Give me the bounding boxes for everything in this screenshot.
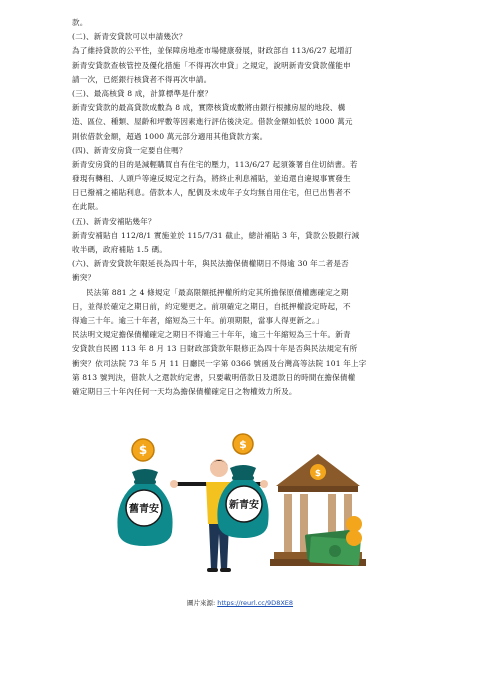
svg-text:舊青安: 舊青安 [129,504,159,515]
section-heading: (四)、新青安房貸一定要自住嗎？ [72,145,187,155]
label-new-program [226,486,262,522]
svg-text:$: $ [239,438,247,451]
text-line: 民法明文規定擔保債權確定之期日不得逾三十年年，逾三十年縮短為三十年。新青 [72,330,351,340]
text-line: 在此限。 [72,202,103,212]
text-line: 衝突？依司法院 73 年 5 月 11 日廳民一字第 0366 號函及台灣高等法院 101 年上字 [72,358,367,368]
svg-text:$: $ [138,443,148,457]
caption-prefix: 圖片來源: [186,599,218,607]
section-heading: (五)、新青安補貼幾年？ [72,216,156,226]
body-text [72,16,412,399]
text-line: 新青安補貼自 112/8/1 實施並於 115/7/31 截止，總計補貼 3 年，貸款公股銀行減 [72,230,360,240]
text-line: 民法第 881 之 4 條規定「最高限額抵押權所約定其所擔保原債權應確定之期 [86,287,349,297]
text-line: 第 813 號判決，借款人之還款約定書，只要載明借款日及還款日的時間在擔保債權 [72,372,356,382]
text-line: 日，並得於確定之期日前，約定變更之。前項確定之期日，自抵押權設定時起，不 [72,301,351,311]
section-heading: (二)、新青安貸款可以申請幾次？ [72,32,187,42]
text-line: 安貸款自民國 113 年 8 月 13 日財政部貸款年限修正為四十年是否與民法規定有所 [72,344,358,354]
text-line: 造、區位、種類、屋齡和坪數等因素進行評估後決定。借款金額如低於 1000 萬元 [72,117,353,127]
text-line: 則依借款金額，超過 1000 萬元部分適用其他貸款方案。 [72,131,268,141]
illustration [110,420,370,585]
text-line: 日已撥補之補貼利息。借款本人，配偶及未成年子女均無自用住宅，但已出售者不 [72,188,351,198]
svg-text:新青安: 新青安 [229,500,259,511]
text-line: 新青安貸款查核管控及優化措施「不得再次申貸」之規定，說明新青安貸款僅能申 [72,60,351,70]
image-caption [0,598,480,607]
svg-text:$: $ [314,469,322,479]
text-line: 發現有轉租、人頭戶等違反規定之行為，將終止利息補貼，並追還自違規事實發生 [72,174,351,184]
text-line: 收半碼，政府補貼 1.5 碼。 [72,245,168,254]
text-line: 款。 [72,18,88,27]
dollar-coin-icon [233,434,253,454]
source-link[interactable]: https://reurl.cc/9D8XE8 [217,599,294,607]
section-heading: (三)、最高核貸 8 成，計算標準是什麼？ [72,88,213,98]
text-line: 得逾三十年。逾三十年者，縮短為三十年。前項期限，當事人得更新之。」 [72,315,324,325]
text-line: 新青安房貸的目的是減輕購買自有住宅的壓力，113/6/27 起須簽署自住切結書。若 [72,159,358,169]
text-line: 為了維持貸款的公平性，並保障房地產市場健康發展，財政部自 113/6/27 起增訂 [72,46,353,56]
text-line: 確定期日三十年內任何一天均為擔保債權確定日之物權效力所及。 [72,386,297,396]
text-line: 新青安貸款的最高貸款成數為 8 成，實際核貸成數將由銀行根據房屋的地段、構 [72,103,346,113]
label-old-program [126,490,162,526]
dollar-coin-icon [132,439,154,461]
section-heading: (六)、新青安貸款年限延長為四十年，與民法擔保債權期日不得逾 30 年二者是否 [72,259,349,269]
text-line: 請一次，已經銀行核貸者不得再次申請。 [72,74,212,84]
section-heading: 衝突？ [72,273,96,283]
